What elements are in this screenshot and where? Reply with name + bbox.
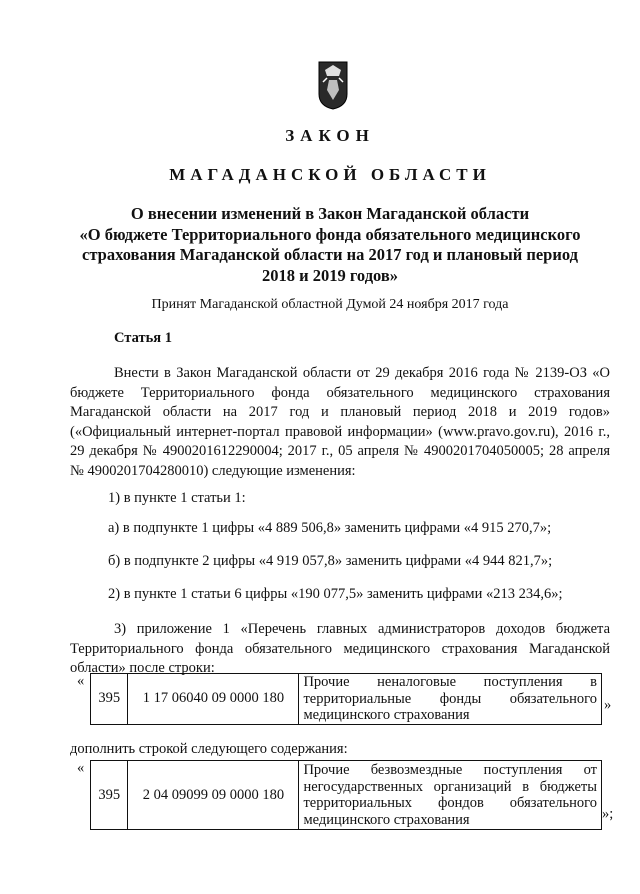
article-heading: Статья 1 [114,330,172,346]
title-line: «О бюджете Территориального фонда обязательного медицинского [79,224,581,244]
open-quote: « [77,673,85,689]
amendment-item: б) в подпункте 2 цифры «4 919 057,8» заменить цифрами «4 944 821,7»; [108,553,553,569]
close-quote: »; [602,806,614,822]
income-description-cell: Прочие неналоговые поступления в территориальные фонды обязательного медицинского страхования [299,674,602,725]
admin-code-cell: 395 [91,761,128,830]
new-row-table [90,760,602,830]
existing-row-table [90,673,602,725]
bridge-text: дополнить строкой следующего содержания: [70,741,348,757]
amendment-item-3: 3) приложение 1 «Перечень главных администраторов доходов бюджета Территориального фонда обязательного медицинского страхования Магаданской области» после строки: [70,621,610,676]
admin-code-cell: 395 [91,674,128,725]
title-line: 2018 и 2019 годов» [261,265,399,285]
income-description-cell: Прочие безвозмездные поступления от негосударственных организаций в бюджеты территориальных фондов обязательного медицинского страхования [299,761,602,830]
title-line: страхования Магаданской области на 2017 год и плановый период [82,245,578,264]
open-quote: « [77,760,85,776]
kbk-code-cell: 2 04 09099 09 0000 180 [128,761,299,830]
coat-of-arms-icon [317,60,349,110]
close-quote: » [604,697,612,713]
region-heading: МАГАДАНСКОЙ ОБЛАСТИ [169,165,491,184]
law-title [60,204,600,286]
article-intro: Внести в Закон Магаданской области от 29 декабря 2016 года № 2139-ОЗ «О бюджете Территориального фонда обязательного медицинского страхования Магаданской области на 2017 год и плановый период 2018 и 2019 годов» («Официальный интернет-портал правовой информации» (www.pravo.gov.ru), 2016 г., 29 декабря № 4900201612290004; 2017 г., 05 апреля № 4900201704050005; 28 апреля № 4900201704280010) следующие изменения: [70,365,610,479]
table-row [91,761,602,830]
adoption-note: Принят Магаданской областной Думой 24 ноября 2017 года [151,297,509,312]
law-heading: ЗАКОН [285,126,375,145]
kbk-code-cell: 1 17 06040 09 0000 180 [128,674,299,725]
title-line: О внесении изменений в Закон Магаданской области [130,204,530,223]
amendment-item: 1) в пункте 1 статьи 1: [108,490,246,506]
amendment-item: а) в подпункте 1 цифры «4 889 506,8» заменить цифрами «4 915 270,7»; [108,520,552,536]
amendment-item: 2) в пункте 1 статьи 6 цифры «190 077,5» заменить цифрами «213 234,6»; [108,586,563,602]
table-row [91,674,602,725]
